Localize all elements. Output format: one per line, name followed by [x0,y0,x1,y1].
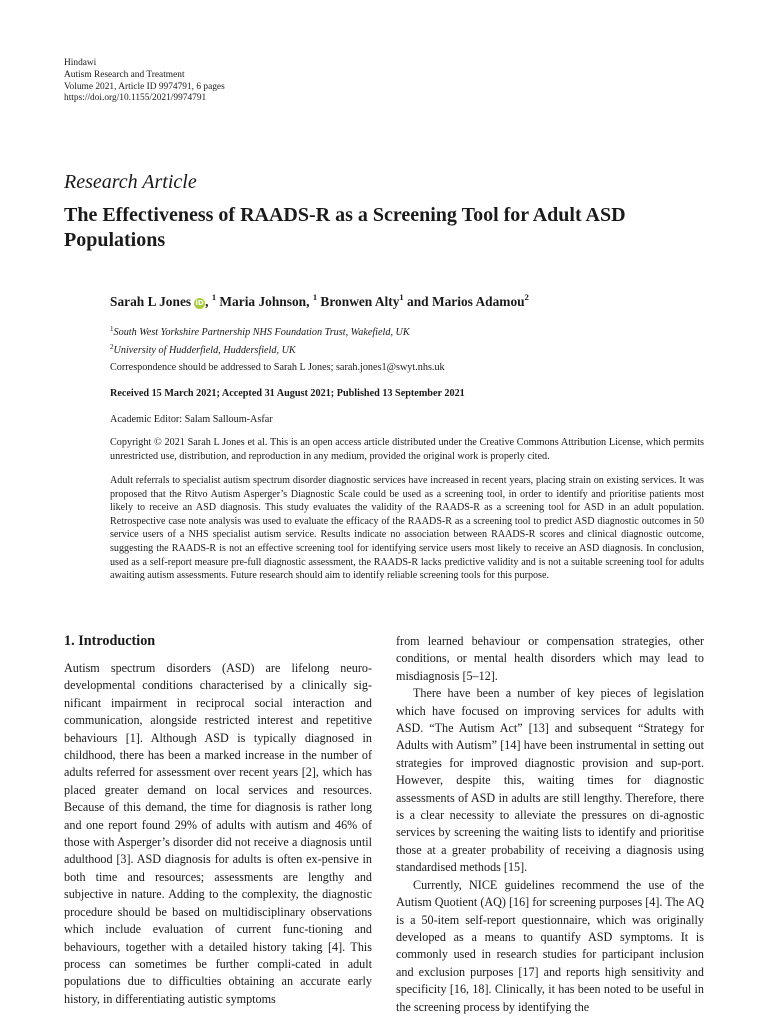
doi-link[interactable]: https://doi.org/10.1155/2021/9974791 [64,93,207,104]
volume-info: Volume 2021, Article ID 9974791, 6 pages [64,81,225,92]
author-name[interactable]: Marios Adamou [431,294,525,309]
author-separator: , [205,294,212,309]
author-affiliation-mark: 1 [399,292,404,302]
affiliations [110,322,410,358]
body-paragraph: There have been a number of key pieces of legislation which have focused on improving services for adults with ASD. “The Autism Act” [13] and subsequent “Strategy for Adults with Autism” [14] have been instrumental in setting out strategies for improved diagnostic provision and sup-port. However, despite this, waiting times for diagnostic assessments of ASD in adults are still lengthy. Therefore, there is a clear necessity to alleviate the pressures on di-agnostic services by screening the waiting lists to identify and prioritise those at a greater probability of receiving a diagnosis using standardised methods [15]. [396,686,704,875]
article-type: Research Article [64,171,197,193]
author-affiliation-mark: 1 [211,292,217,302]
author-name[interactable]: Sarah L Jones [110,294,192,309]
left-column [64,660,372,1008]
affiliation-text: University of Hudderfield, Huddersfield, UK [113,345,296,356]
author-name[interactable]: Maria Johnson [219,294,307,309]
author-list [110,292,529,310]
publication-dates: Received 15 March 2021; Accepted 31 August 2021; Published 13 September 2021 [110,388,465,399]
body-paragraph: Currently, NICE guidelines recommend the use of the Autism Quotient (AQ) [16] for screening purposes [4]. The AQ is a 50-item self-report questionnaire, which was originally developed as a means to quantify ASD symptoms. It is commonly used in research studies for participant inclusion and exclusion purposes [17] and reports high sensitivity and specificity [16, 18]. Clinically, it has been noted to be useful in the screening process by identifying the [396,877,704,1014]
copyright-notice: Copyright © 2021 Sarah L Jones et al. This is an open access article distributed under the Creative Commons Attribution License, which permits unrestricted use, distribution, and reproduction in any medium, provided the original work is properly cited. [110,437,704,462]
affiliation-mark: 1 [110,325,114,333]
academic-editor: Academic Editor: Salam Salloum-Asfar [110,414,273,425]
correspondence-note: Correspondence should be addressed to Sarah L Jones; sarah.jones1@swyt.nhs.uk [110,362,445,373]
author-name[interactable]: Bronwen Alty [320,294,400,309]
right-column [396,633,704,1016]
author-separator: , [306,294,313,309]
journal-name: Autism Research and Treatment [64,69,185,80]
body-paragraph: from learned behaviour or compensation strategies, other conditions, or mental health disorders which may lead to misdiagnosis [5–12]. [396,634,704,683]
journal-header [64,58,225,105]
affiliation-mark: 2 [110,343,114,351]
section-heading: 1. Introduction [64,633,156,649]
article-title: The Effectiveness of RAADS-R as a Screening Tool for Adult ASD Populations [64,204,626,251]
affiliation-text: South West Yorkshire Partnership NHS Foundation Trust, Wakefield, UK [113,327,410,338]
author-affiliation-mark: 2 [524,292,529,302]
publisher-name: Hindawi [64,58,97,68]
body-paragraph: Autism spectrum disorders (ASD) are lifelong neuro-developmental conditions characterised by a clinically sig-nificant impairment in reciprocal social interaction and communication, alongside restricted interest and repetitive behaviours [1]. Although ASD is typically diagnosed in childhood, there has been a marked increase in the number of adults referred for assessment over recent years [2], which has placed greater demand on local services and resources. Because of this demand, the time for diagnosis is rather long and one report found 29% of adults with autism and 46% of those with Asperger’s disorder did not receive a diagnosis until adulthood [3]. ASD diagnosis for adults is often ex-pensive in both time and resources; assessments are lengthy and subjective in nature. Adding to the complexity, the diagnostic procedure should be based on multidisciplinary observations which include evaluation of current func-tioning and behaviours, together with a detailed history taking [4]. This process can sometimes be further compli-cated in adult populations due to difficulties obtaining an accurate early history, in differentiating autistic symptoms [64,661,372,1006]
orcid-icon[interactable]: iD [195,299,204,307]
abstract: Adult referrals to specialist autism spectrum disorder diagnostic services have increased in recent years, placing strain on existing services. It was proposed that the Ritvo Autism Asperger’s Diagnostic Scale could be used as a screening tool, in order to identify and prioritise patients most likely to receive an ASD diagnosis. This study evaluates the validity of the RAADS-R as a screening tool for ASD in an adult population. Retrospective case note analysis was used to evaluate the efficacy of the RAADS-R as a screening tool to predict ASD diagnostic outcomes in 50 service users of a NHS specialist autism service. Results indicate no association between RAADS-R scores and clinical diagnostic outcome, suggesting the RAADS-R is not an effective screening tool for identifying service users most likely to receive an ASD diagnosis. In conclusion, used as a self-report measure pre-full diagnostic assessment, the RAADS-R lacks predictive validity and is not a suitable screening tool for adults awaiting autism assessments. Future research should aim to identify reliable screening tools for this purpose. [110,475,704,582]
affiliation-line [110,322,410,340]
author-affiliation-mark: 1 [312,292,318,302]
affiliation-line [110,340,410,358]
author-separator: and [403,294,432,309]
